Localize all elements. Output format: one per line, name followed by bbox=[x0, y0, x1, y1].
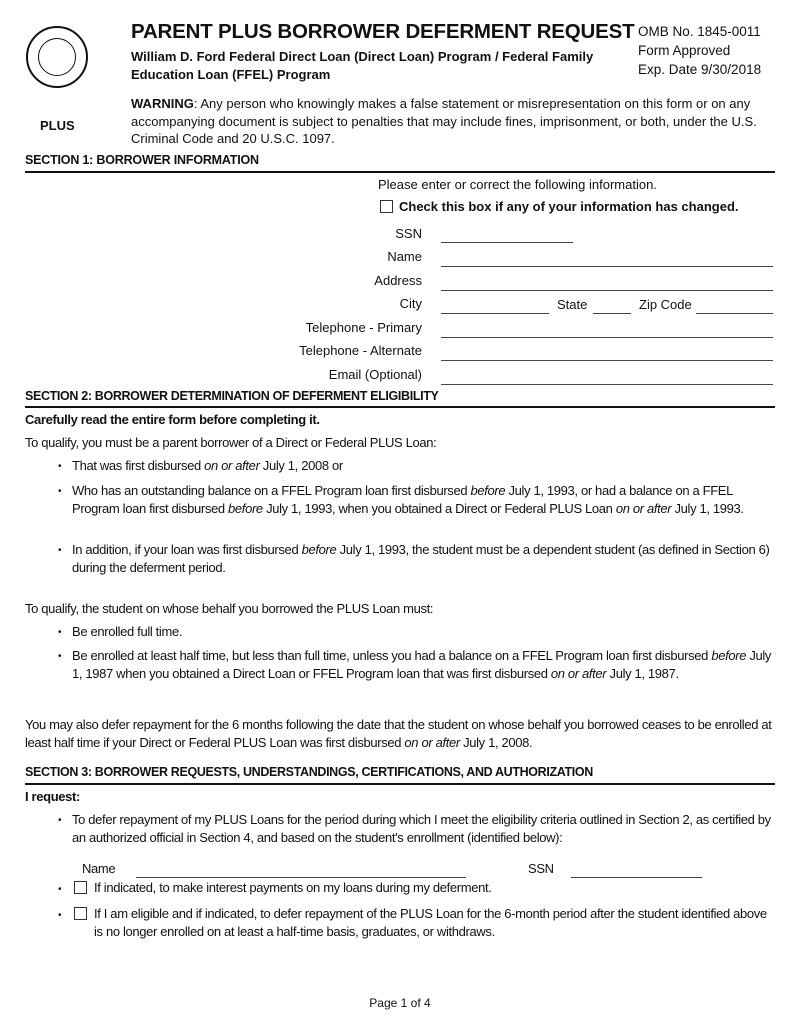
ssn-label: SSN bbox=[395, 226, 422, 241]
bullet-icon: • bbox=[58, 815, 62, 826]
expiration-date: Exp. Date 9/30/2018 bbox=[638, 62, 762, 77]
student-name-label: Name bbox=[82, 861, 116, 876]
i-request-label: I request: bbox=[25, 789, 81, 804]
eligibility-bullet-1: That was first disbursed on or after July 1, 2008 or bbox=[72, 458, 343, 473]
address-field[interactable] bbox=[441, 290, 773, 291]
form-subtitle: William D. Ford Federal Direct Loan (Direct Loan) Program / Federal Family Education Loan (FFEL) Program bbox=[131, 49, 594, 82]
bullet-icon: • bbox=[58, 545, 62, 556]
email-field[interactable] bbox=[441, 384, 773, 385]
student-bullet-2: Be enrolled at least half time, but less than full time, unless you had a balance on a FFEL Program loan first disbursed before July 1, 1987 when you obtained a Direct Loan or FFEL Program loan that was first disbursed on or after July 1, 1987. bbox=[72, 648, 772, 681]
section-3-divider bbox=[25, 783, 775, 785]
phone-primary-field[interactable] bbox=[441, 337, 773, 338]
form-title: PARENT PLUS BORROWER DEFERMENT REQUEST bbox=[131, 20, 635, 43]
qualify-intro-student: To qualify, the student on whose behalf you borrowed the PLUS Loan must: bbox=[25, 601, 434, 616]
form-approved: Form Approved bbox=[638, 43, 731, 58]
zip-field[interactable] bbox=[696, 313, 773, 314]
bullet-icon: • bbox=[58, 884, 62, 895]
email-label: Email (Optional) bbox=[328, 367, 422, 382]
phone-alternate-label: Telephone - Alternate bbox=[299, 343, 422, 358]
address-label: Address bbox=[374, 273, 422, 288]
bullet-icon: • bbox=[58, 651, 62, 662]
six-month-deferment-checkbox[interactable] bbox=[74, 907, 87, 920]
city-label: City bbox=[399, 296, 422, 311]
seal-tree-icon bbox=[38, 38, 76, 76]
eligibility-bullet-3: In addition, if your loan was first disbursed before July 1, 1993, the student must be a dependent student (as defined in Section 6) during the deferment period. bbox=[72, 542, 770, 575]
section-2-title: SECTION 2: BORROWER DETERMINATION OF DEFERMENT ELIGIBILITY bbox=[25, 389, 439, 403]
bullet-icon: • bbox=[58, 461, 62, 472]
phone-alternate-field[interactable] bbox=[441, 360, 773, 361]
department-of-education-seal-icon bbox=[26, 26, 88, 88]
careful-read-note: Carefully read the entire form before completing it. bbox=[25, 412, 320, 427]
request-bullet-defer: To defer repayment of my PLUS Loans for the period during which I meet the eligibility criteria outlined in Section 2, as certified by an authorized official in Section 4, and based on the student's enrollment (identified below): bbox=[72, 812, 771, 845]
name-label: Name bbox=[387, 249, 422, 264]
state-label: State bbox=[557, 297, 588, 312]
student-name-field[interactable] bbox=[136, 877, 466, 878]
six-month-deferment-label: If I am eligible and if indicated, to defer repayment of the PLUS Loan for the 6-month period after the student identified above is no longer enrolled on at least a half-time basis, graduates, or withdraws. bbox=[94, 906, 767, 939]
bullet-icon: • bbox=[58, 627, 62, 638]
omb-block bbox=[638, 22, 761, 79]
interest-payments-label: If indicated, to make interest payments on my loans during my deferment. bbox=[94, 880, 492, 895]
warning-label: WARNING bbox=[131, 96, 194, 111]
six-month-deferral-note: You may also defer repayment for the 6 months following the date that the student on whose behalf you borrowed ceases to be enrolled at least half time if your Direct or Federal PLUS Loan was first disbursed on or after July 1, 2008. bbox=[25, 717, 772, 750]
phone-primary-label: Telephone - Primary bbox=[305, 320, 422, 335]
ssn-field[interactable] bbox=[441, 242, 573, 243]
page-number: Page 1 of 4 bbox=[369, 996, 431, 1010]
eligibility-bullet-2: Who has an outstanding balance on a FFEL Program loan first disbursed before July 1, 1993, or had a balance on a FFEL Program loan first disbursed before July 1, 1993, when you obtained a Direct or Federal PLUS Loan on or after July 1, 1993. bbox=[72, 483, 744, 516]
bullet-icon: • bbox=[58, 486, 62, 497]
section-1-divider bbox=[25, 171, 775, 173]
state-field[interactable] bbox=[593, 313, 631, 314]
zip-label: Zip Code bbox=[639, 297, 692, 312]
name-field[interactable] bbox=[441, 266, 773, 267]
student-bullet-1: Be enrolled full time. bbox=[72, 624, 183, 639]
info-changed-checkbox[interactable] bbox=[380, 200, 393, 213]
warning-text: WARNING: Any person who knowingly makes a false statement or misrepresentation on this form or on any accompanying document is subject to penalties that may include fines, imprisonment, or both, under the U.S. Criminal Code and 20 U.S.C. 1097. bbox=[131, 96, 757, 146]
section-2-divider bbox=[25, 406, 775, 408]
program-label: PLUS bbox=[40, 118, 75, 133]
city-field[interactable] bbox=[441, 313, 549, 314]
student-ssn-label: SSN bbox=[528, 861, 554, 876]
omb-number: OMB No. 1845-0011 bbox=[638, 24, 761, 39]
bullet-icon: • bbox=[58, 910, 62, 921]
info-changed-label: Check this box if any of your information has changed. bbox=[399, 199, 739, 214]
section-1-instruction: Please enter or correct the following information. bbox=[378, 177, 657, 192]
section-3-title: SECTION 3: BORROWER REQUESTS, UNDERSTANDINGS, CERTIFICATIONS, AND AUTHORIZATION bbox=[25, 765, 593, 779]
student-ssn-field[interactable] bbox=[571, 877, 702, 878]
interest-payments-checkbox[interactable] bbox=[74, 881, 87, 894]
qualify-intro-parent: To qualify, you must be a parent borrower of a Direct or Federal PLUS Loan: bbox=[25, 435, 437, 450]
section-1-title: SECTION 1: BORROWER INFORMATION bbox=[25, 153, 259, 167]
